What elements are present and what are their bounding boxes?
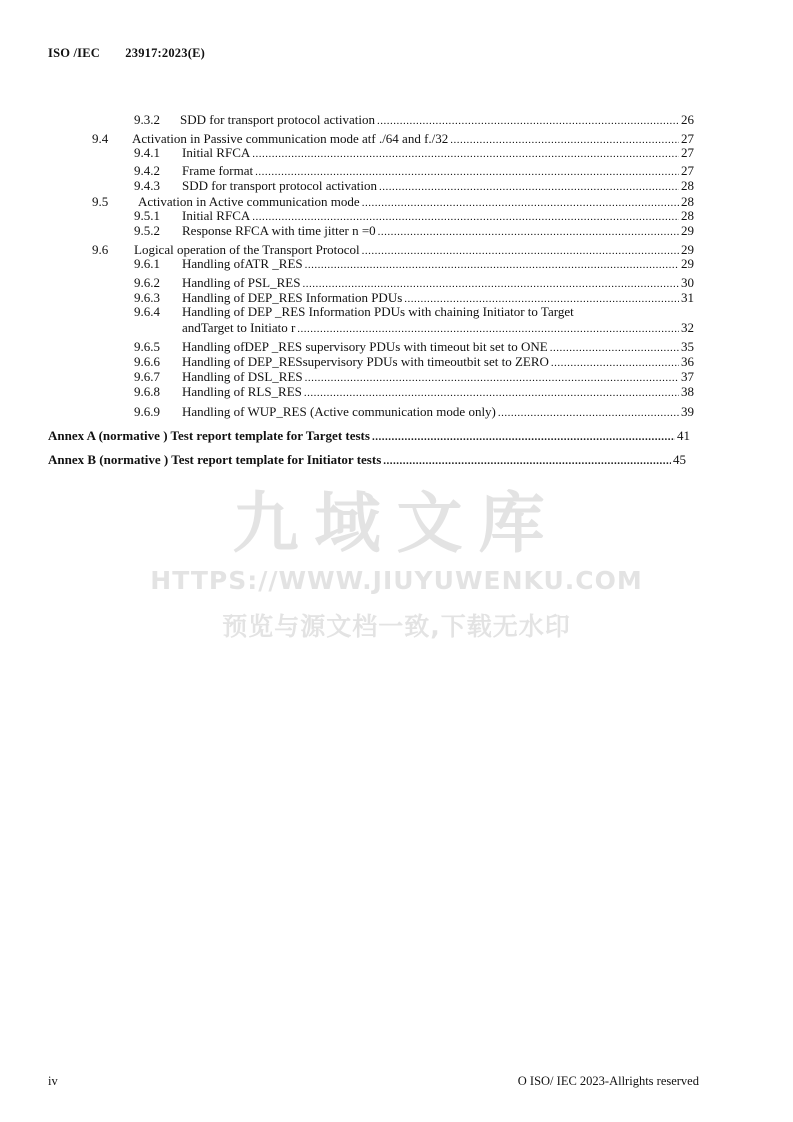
toc-title: Handling ofATR _RES [182,256,303,271]
toc-page-number: 29 [681,256,694,271]
toc-number: 9.6.1 [134,256,160,271]
toc-number: 9.6.6 [134,354,160,369]
toc-title: Handling of RLS_RES [182,384,302,399]
toc-entry[interactable] [134,223,694,240]
toc-page-number: 27 [681,145,694,160]
toc-page-number: 41 [677,428,690,443]
toc-page-number: 30 [681,275,694,290]
toc-page-number: 28 [681,208,694,223]
toc-page-number: 39 [681,404,694,419]
toc-leader-dots [377,113,679,129]
toc-title: SDD for transport protocol activation [182,178,377,193]
toc-entry[interactable] [134,145,694,162]
toc-title: Handling of DEP_RESsupervisory PDUs with timeoutbit set to ZERO [182,354,549,369]
copyright-notice: O ISO/ IEC 2023-Allrights reserved [517,1074,699,1088]
toc-number: 9.3.2 [134,112,160,127]
toc-entry[interactable] [134,112,694,129]
toc-entry-first-line[interactable] [134,304,574,320]
toc-entry[interactable] [134,256,694,273]
document-header [48,46,205,61]
toc-title: SDD for transport protocol activation [180,112,375,127]
toc-page-number: 36 [681,354,694,369]
toc-leader-dots [383,453,671,469]
toc-annex-entry[interactable] [48,428,690,445]
toc-title-continuation: andTarget to Initiato r [182,320,296,335]
toc-title: Handling of DEP _RES Information PDUs with chaining Initiator to Target [182,304,574,319]
toc-leader-dots [379,179,679,195]
toc-title: Response RFCA with time jitter n =0 [182,223,376,238]
toc-page-number: 28 [681,178,694,193]
page-number: iv [48,1074,58,1088]
toc-leader-dots [305,257,679,273]
watermark-subtitle: 预览与源文档一致,下载无水印 [222,612,571,641]
toc-title: Handling of WUP_RES (Active communication mode only) [182,404,496,419]
toc-number: 9.5.2 [134,223,160,238]
toc-page-number: 27 [681,131,694,146]
toc-number: 9.5 [92,194,109,209]
toc-title: Handling of PSL_RES [182,275,301,290]
toc-annex-title: Annex B (normative ) Test report template for Initiator tests [48,452,382,467]
toc-page-number: 29 [681,242,694,257]
toc-title: Handling ofDEP _RES supervisory PDUs with timeout bit set to ONE [182,339,548,354]
toc-page-number: 28 [681,194,694,209]
toc-title: Logical operation of the Transport Protocol [134,242,360,257]
toc-page-number: 37 [681,369,694,384]
toc-number: 9.6.2 [134,275,160,290]
toc-leader-dots [297,321,679,337]
toc-number: 9.5.1 [134,208,160,223]
toc-leader-dots [372,429,675,445]
toc-annex-title: Annex A (normative ) Test report template for Target tests [48,428,370,443]
toc-entry[interactable] [134,404,694,421]
toc-title: Initial RFCA [182,208,251,223]
toc-title: Handling of DEP_RES Information PDUs [182,290,403,305]
toc-title: Frame format [182,163,254,178]
toc-number: 9.4.3 [134,178,160,193]
toc-number: 9.6.3 [134,290,160,305]
toc-page-number: 26 [681,112,694,127]
toc-number: 9.6.8 [134,384,160,399]
toc-leader-dots [498,405,679,421]
toc-number: 9.4.1 [134,145,160,160]
toc-number: 9.4.2 [134,163,160,178]
toc-page-number: 31 [681,290,694,305]
toc-number: 9.4 [92,131,109,146]
toc-page-number: 32 [681,320,694,335]
header-org: ISO /IEC [48,46,100,60]
toc-title: Initial RFCA [182,145,251,160]
toc-number: 9.6.7 [134,369,160,384]
toc-entry-continuation[interactable] [182,320,694,337]
toc-leader-dots [252,146,679,162]
toc-page-number: 27 [681,163,694,178]
toc-page-number: 38 [681,384,694,399]
toc-leader-dots [378,224,679,240]
toc-title: Activation in Active communication mode [138,194,360,209]
watermark-logo-text: 九域文库 [232,485,561,562]
watermark-url: HTTPS://WWW.JIUYUWENKU.COM [150,566,643,595]
toc-entry[interactable] [134,384,694,401]
toc-page-number: 45 [673,452,686,467]
toc-leader-dots [304,385,679,401]
toc-entry[interactable] [134,178,694,195]
toc-title: Activation in Passive communication mode atf ./64 and f./32 [132,131,449,146]
toc-number: 9.6.9 [134,404,160,419]
toc-number: 9.6 [92,242,109,257]
toc-annex-entry[interactable] [48,452,686,469]
toc-page-number: 35 [681,339,694,354]
toc-number: 9.6.5 [134,339,160,354]
toc-page-number: 29 [681,223,694,238]
toc-number: 9.6.4 [134,304,160,319]
toc-title: Handling of DSL_RES [182,369,303,384]
header-standard-number: 23917:2023(E) [125,46,205,60]
